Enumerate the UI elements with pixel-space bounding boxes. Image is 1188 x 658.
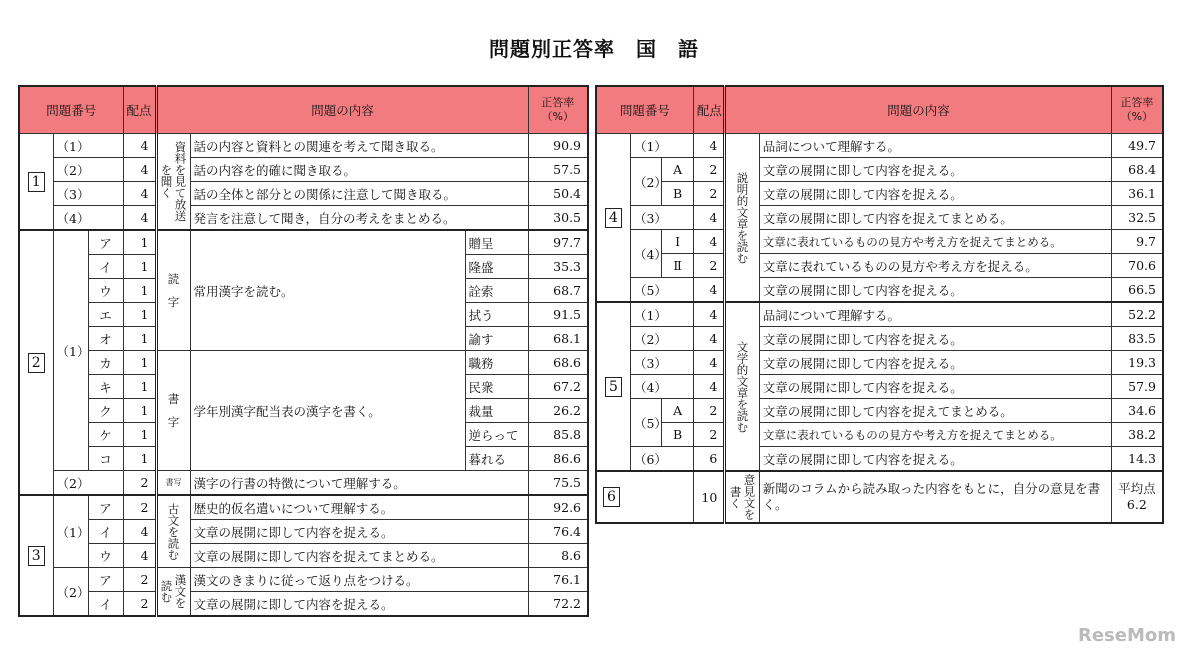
content: 文章に表れているものの見方や考え方を捉えてまとめる。	[759, 230, 1111, 254]
category-label: 資料を見て放送を聞く	[156, 134, 190, 231]
table-row	[19, 568, 588, 592]
category-label: 漢文を読む	[156, 568, 190, 617]
points: 4	[693, 351, 724, 375]
rate: 19.3	[1111, 351, 1163, 375]
item-label: オ	[88, 327, 123, 351]
rate: 68.1	[528, 327, 588, 351]
table-row	[19, 592, 588, 617]
item-label: （3）	[630, 206, 693, 230]
sub-item-label: （1）	[53, 230, 88, 471]
rate: 76.4	[528, 520, 588, 544]
sub-item-label: （1）	[53, 495, 88, 568]
header-content: 問題の内容	[725, 86, 1111, 134]
item-label: （4）	[53, 206, 123, 231]
content: 話の内容と資料との関連を考えて聞き取る。	[190, 134, 528, 158]
points: 4	[123, 544, 156, 568]
question-number: 3	[28, 546, 45, 566]
points: 2	[693, 182, 724, 206]
item-label: （2）	[53, 471, 123, 496]
content: 漢字の行書の特徴について理解する。	[190, 471, 528, 496]
points: 2	[693, 423, 724, 447]
rate: 14.3	[1111, 447, 1163, 472]
question-number: 5	[605, 377, 622, 397]
rate: 67.2	[528, 375, 588, 399]
header-rate: 正答率 （%）	[528, 86, 588, 134]
item-label: ク	[88, 399, 123, 423]
content: 文章の展開に即して内容を捉える。	[759, 447, 1111, 472]
points: 1	[123, 230, 156, 255]
item-label: ウ	[88, 279, 123, 303]
word: 暮れる	[465, 447, 528, 471]
content: 文章の展開に即して内容を捉える。	[759, 375, 1111, 399]
table-row	[596, 423, 1163, 447]
header-rate: 正答率 （%）	[1111, 86, 1163, 134]
item-label: イ	[88, 592, 123, 617]
category-label: 書 字	[156, 351, 190, 471]
rate: 49.7	[1111, 134, 1163, 158]
word: 裁量	[465, 399, 528, 423]
category-label: 意見文を書く	[725, 471, 759, 523]
item-label: ウ	[88, 544, 123, 568]
rate: 66.5	[1111, 278, 1163, 303]
rate: 9.7	[1111, 230, 1163, 254]
rate: 38.2	[1111, 423, 1163, 447]
word: 詮索	[465, 279, 528, 303]
content: 品詞について理解する。	[759, 134, 1111, 158]
rate: 34.6	[1111, 399, 1163, 423]
points: 4	[693, 375, 724, 399]
content: 文章の展開に即して内容を捉える。	[759, 182, 1111, 206]
table-row	[596, 447, 1163, 472]
table-row	[596, 182, 1163, 206]
table-row	[596, 471, 1163, 523]
content: 話の内容を的確に聞き取る。	[190, 158, 528, 182]
points: 1	[123, 327, 156, 351]
points: 1	[123, 279, 156, 303]
content: 文章に表れているものの見方や考え方を捉える。	[759, 254, 1111, 278]
item-label: （1）	[630, 302, 693, 327]
points: 2	[693, 158, 724, 182]
content: 常用漢字を読む。	[190, 230, 465, 351]
points: 4	[123, 134, 156, 158]
content: 文章の展開に即して内容を捉えてまとめる。	[759, 206, 1111, 230]
content: 文章の展開に即して内容を捉える。	[759, 158, 1111, 182]
sub-item-label: （5）	[630, 399, 661, 447]
item-label: カ	[88, 351, 123, 375]
table-row	[19, 544, 588, 568]
item-label: イ	[88, 520, 123, 544]
results-table-right	[595, 85, 1164, 524]
points: 4	[123, 158, 156, 182]
table-row	[596, 302, 1163, 327]
table-row	[19, 495, 588, 520]
content: 新聞のコラムから読み取った内容をもとに，自分の意見を書く。	[759, 471, 1111, 523]
item-label: （4）	[630, 375, 693, 399]
points: 4	[693, 134, 724, 158]
rate: 68.4	[1111, 158, 1163, 182]
header-num: 問題番号	[19, 86, 123, 134]
rate: 72.2	[528, 592, 588, 617]
word: 隆盛	[465, 255, 528, 279]
table-row	[596, 399, 1163, 423]
header-row	[19, 86, 588, 134]
table-row	[19, 182, 588, 206]
table-row	[596, 158, 1163, 182]
rate: 32.5	[1111, 206, 1163, 230]
category-label: 説明的文章を読む	[725, 134, 759, 303]
table-row	[19, 351, 588, 375]
table-row	[596, 375, 1163, 399]
points: 1	[123, 351, 156, 375]
points: 1	[123, 375, 156, 399]
content: 文章の展開に即して内容を捉える。	[190, 592, 528, 617]
content: 文章の展開に即して内容を捉える。	[190, 520, 528, 544]
item-label: ア	[88, 568, 123, 592]
content: 漢文のきまりに従って返り点をつける。	[190, 568, 528, 592]
item-label: （1）	[630, 134, 693, 158]
word: 逆らって	[465, 423, 528, 447]
points: 2	[123, 568, 156, 592]
category-label: 読 字	[156, 230, 190, 351]
question-number: 2	[28, 353, 45, 373]
item-label: B	[662, 423, 693, 447]
sub-item-label: （2）	[630, 158, 661, 206]
table-row	[596, 278, 1163, 303]
item-label: エ	[88, 303, 123, 327]
item-label: （5）	[630, 278, 693, 303]
points: 4	[693, 278, 724, 303]
points: 4	[123, 520, 156, 544]
item-label: （2）	[630, 327, 693, 351]
points: 2	[123, 592, 156, 617]
item-label: Ⅰ	[662, 230, 693, 254]
item-label: （6）	[630, 447, 693, 472]
table-row	[596, 327, 1163, 351]
table-row	[19, 134, 588, 158]
word: 贈呈	[465, 230, 528, 255]
rate: 75.5	[528, 471, 588, 496]
question-number: 6	[603, 487, 620, 507]
item-label: コ	[88, 447, 123, 471]
question-number: 1	[28, 172, 45, 192]
item-label: キ	[88, 375, 123, 399]
content: 歴史的仮名遣いについて理解する。	[190, 495, 528, 520]
item-label: （1）	[53, 134, 123, 158]
rate: 50.4	[528, 182, 588, 206]
rate: 57.9	[1111, 375, 1163, 399]
points: 4	[693, 302, 724, 327]
category-label: 古文を読む	[156, 495, 190, 568]
points: 4	[693, 230, 724, 254]
rate: 85.8	[528, 423, 588, 447]
content: 文章に表れているものの見方や考え方を捉えてまとめる。	[759, 423, 1111, 447]
points: 1	[123, 423, 156, 447]
content: 文章の展開に即して内容を捉える。	[759, 278, 1111, 303]
table-row	[596, 206, 1163, 230]
question-number: 4	[605, 208, 622, 228]
table-row	[19, 230, 588, 255]
rate: 68.6	[528, 351, 588, 375]
average-score: 平均点 6.2	[1111, 471, 1163, 523]
table-row	[19, 520, 588, 544]
content: 文章の展開に即して内容を捉えてまとめる。	[759, 399, 1111, 423]
points: 4	[693, 327, 724, 351]
content: 文章の展開に即して内容を捉える。	[759, 327, 1111, 351]
table-row	[596, 134, 1163, 158]
rate: 36.1	[1111, 182, 1163, 206]
resemom-watermark-logo: ReseMom	[1077, 625, 1176, 646]
table-row	[596, 230, 1163, 254]
item-label: イ	[88, 255, 123, 279]
item-label: （3）	[630, 351, 693, 375]
points: 4	[693, 206, 724, 230]
header-pts: 配点	[693, 86, 724, 134]
rate: 68.7	[528, 279, 588, 303]
rate: 91.5	[528, 303, 588, 327]
points: 4	[123, 206, 156, 231]
points: 4	[123, 182, 156, 206]
rate: 76.1	[528, 568, 588, 592]
rate: 35.3	[528, 255, 588, 279]
content: 話の全体と部分との関係に注意して聞き取る。	[190, 182, 528, 206]
points: 10	[693, 471, 724, 523]
table-row	[596, 254, 1163, 278]
rate: 97.7	[528, 230, 588, 255]
rate: 52.2	[1111, 302, 1163, 327]
item-label: Ⅱ	[662, 254, 693, 278]
points: 2	[693, 254, 724, 278]
word: 諭す	[465, 327, 528, 351]
points: 1	[123, 303, 156, 327]
points: 1	[123, 447, 156, 471]
rate: 86.6	[528, 447, 588, 471]
item-label: （3）	[53, 182, 123, 206]
rate: 70.6	[1111, 254, 1163, 278]
results-table-left	[18, 85, 589, 617]
header-row	[596, 86, 1163, 134]
category-label: 文学的文章を読む	[725, 302, 759, 471]
rate: 90.9	[528, 134, 588, 158]
rate: 30.5	[528, 206, 588, 231]
points: 2	[123, 495, 156, 520]
points: 2	[693, 399, 724, 423]
content: 品詞について理解する。	[759, 302, 1111, 327]
word: 拭う	[465, 303, 528, 327]
word: 職務	[465, 351, 528, 375]
table-row	[19, 471, 588, 496]
sub-item-label: （2）	[53, 568, 88, 617]
header-num: 問題番号	[596, 86, 693, 134]
rate: 57.5	[528, 158, 588, 182]
points: 1	[123, 255, 156, 279]
table-row	[19, 206, 588, 231]
table-row	[596, 351, 1163, 375]
content: 発言を注意して聞き，自分の考えをまとめる。	[190, 206, 528, 231]
item-label: （2）	[53, 158, 123, 182]
points: 2	[123, 471, 156, 496]
category-label: 書写	[156, 471, 190, 496]
sub-item-label: （4）	[630, 230, 661, 278]
content: 学年別漢字配当表の漢字を書く。	[190, 351, 465, 471]
table-row	[19, 158, 588, 182]
header-content: 問題の内容	[156, 86, 528, 134]
points: 6	[693, 447, 724, 472]
page-title: 問題別正答率 国 語	[489, 37, 699, 61]
word: 民衆	[465, 375, 528, 399]
item-label: B	[662, 182, 693, 206]
item-label: ア	[88, 495, 123, 520]
item-label: ア	[88, 230, 123, 255]
rate: 8.6	[528, 544, 588, 568]
rate: 92.6	[528, 495, 588, 520]
item-label: A	[662, 158, 693, 182]
item-label: A	[662, 399, 693, 423]
item-label: ケ	[88, 423, 123, 447]
rate: 83.5	[1111, 327, 1163, 351]
points: 1	[123, 399, 156, 423]
content: 文章の展開に即して内容を捉える。	[759, 351, 1111, 375]
content: 文章の展開に即して内容を捉えてまとめる。	[190, 544, 528, 568]
header-pts: 配点	[123, 86, 156, 134]
rate: 26.2	[528, 399, 588, 423]
